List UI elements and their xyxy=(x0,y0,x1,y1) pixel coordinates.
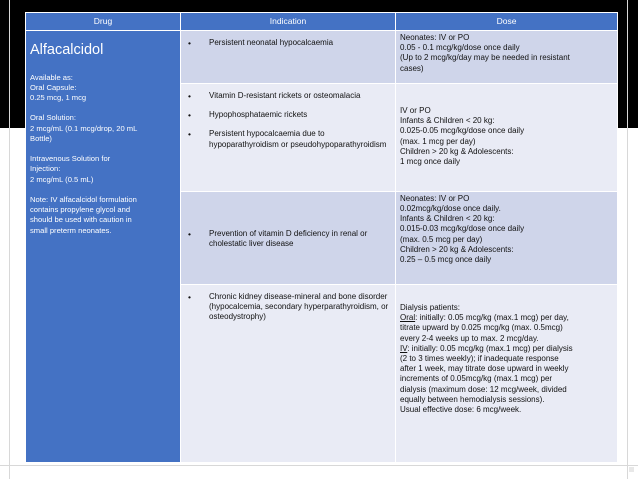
indication-item: • Persistent hypocalcaemia due to hypoparathyroidism or pseudohypoparathyroidism xyxy=(187,129,389,149)
oral-label: Oral xyxy=(400,313,416,323)
header-drug: Drug xyxy=(26,13,181,31)
dose-line: 0.025-0.05 mcg/kg/dose once daily xyxy=(400,126,525,136)
iv-solution-block xyxy=(30,154,176,185)
text-line: Oral Capsule: xyxy=(30,82,77,92)
table-header-row xyxy=(26,13,618,31)
text-line: 2 mcg/mL (0.5 mL) xyxy=(30,174,94,184)
indication-cell xyxy=(181,191,396,284)
dose-line: every 2-4 weeks up to max. 2 mcg/day. xyxy=(400,333,539,343)
drug-name: Alfacalcidol xyxy=(30,42,104,58)
note-block xyxy=(30,195,176,236)
oral-text: : initially: 0.05 mcg/kg (max.1 mcg) per day, xyxy=(415,313,569,323)
text-line: Available as: xyxy=(30,72,73,82)
dose-cell xyxy=(396,31,618,84)
text-line: Oral Solution: xyxy=(30,113,77,123)
indication-item: • Hypophosphataemic rickets xyxy=(187,110,389,120)
dose-line: 0.05 - 0.1 mcg/kg/dose once daily xyxy=(400,43,520,53)
dose-line: Children > 20 kg & Adolescents: xyxy=(400,244,514,254)
dose-line: IV or PO xyxy=(400,105,431,115)
dose-line: 0.02mcg/kg/dose once daily. xyxy=(400,203,501,213)
dose-line xyxy=(400,313,613,323)
dose-line: cases) xyxy=(400,63,424,73)
dose-line: Neonates: IV or PO xyxy=(400,33,470,42)
dose-cell xyxy=(396,191,618,284)
corner-marker xyxy=(629,467,634,472)
dose-cell xyxy=(396,284,618,462)
text-line: Note: IV alfacalcidol formulation xyxy=(30,194,137,204)
indication-list xyxy=(187,38,389,48)
available-block xyxy=(30,73,176,104)
text-line: Bottle) xyxy=(30,133,52,143)
text-line: small preterm neonates. xyxy=(30,225,112,235)
indication-item: • Chronic kidney disease-mineral and bone disorder (hypocalcemia, secondary hyperparathyroidism, or osteodystrophy) xyxy=(187,292,389,323)
table-row xyxy=(26,31,618,84)
drug-cell xyxy=(26,31,181,463)
dose-line: increments of 0.05mcg/kg (max.1 mcg) per xyxy=(400,374,553,384)
header-indication: Indication xyxy=(181,13,396,31)
alfacalcidol-table xyxy=(25,12,618,463)
dose-line: Infants & Children < 20 kg: xyxy=(400,214,495,224)
indication-item: • Prevention of vitamin D deficiency in renal or cholestatic liver disease xyxy=(187,229,389,249)
dose-line xyxy=(400,344,613,354)
dose-line: equally between hemodialysis sessions). xyxy=(400,394,545,404)
dose-line: (Up to 2 mcg/kg/day may be needed in resistant xyxy=(400,53,570,63)
dose-line: 0.25 – 0.5 mcg once daily xyxy=(400,254,492,264)
dose-line: (max. 1 mcg per day) xyxy=(400,136,476,146)
dose-line: Neonates: IV or PO xyxy=(400,193,470,203)
iv-label: IV xyxy=(400,343,408,353)
indication-list xyxy=(187,91,389,150)
indication-cell xyxy=(181,284,396,462)
indication-item: • Persistent neonatal hypocalcaemia xyxy=(187,38,389,48)
dose-line: after 1 week, may titrate dose upward in weekly xyxy=(400,364,569,374)
text-line: contains propylene glycol and xyxy=(30,205,131,215)
dose-line: 0.015-0.03 mcg/kg/dose once daily xyxy=(400,224,525,234)
text-line: 2 mcg/mL (0.1 mcg/drop, 20 mL xyxy=(30,123,138,133)
indication-cell xyxy=(181,83,396,191)
text-line: Intravenous Solution for xyxy=(30,154,111,164)
text-line: should be used with caution in xyxy=(30,215,132,225)
indication-cell xyxy=(181,31,396,84)
dose-line: (max. 0.5 mcg per day) xyxy=(400,234,483,244)
dose-line: Dialysis patients: xyxy=(400,302,461,312)
dose-line: titrate upward by 0.025 mcg/kg (max. 0.5mcg) xyxy=(400,323,563,333)
indication-item: • Vitamin D-resistant rickets or osteomalacia xyxy=(187,91,389,101)
frame-line-left xyxy=(9,0,10,479)
dose-line: dialysis (maximum dose: 12 mcg/week, divided xyxy=(400,384,567,394)
indication-list xyxy=(187,292,389,323)
oral-solution-block xyxy=(30,113,176,144)
dose-cell xyxy=(396,83,618,191)
indication-list xyxy=(187,229,389,249)
frame-line-right xyxy=(627,0,628,479)
iv-text: : initially: 0.05 mcg/kg (max.1 mcg) per dialysis xyxy=(407,343,573,353)
dose-line: Infants & Children < 20 kg: xyxy=(400,116,495,126)
frame-line-bottom xyxy=(0,465,638,466)
text-line: Injection: xyxy=(30,164,61,174)
header-dose: Dose xyxy=(396,13,618,31)
text-line: 0.25 mcg, 1 mcg xyxy=(30,93,87,103)
dose-line: Usual effective dose: 6 mcg/week. xyxy=(400,405,522,415)
dose-line: (2 to 3 times weekly); if inadequate response xyxy=(400,353,559,363)
dose-line: 1 mcg once daily xyxy=(400,157,461,167)
dose-line: Children > 20 kg & Adolescents: xyxy=(400,146,514,156)
